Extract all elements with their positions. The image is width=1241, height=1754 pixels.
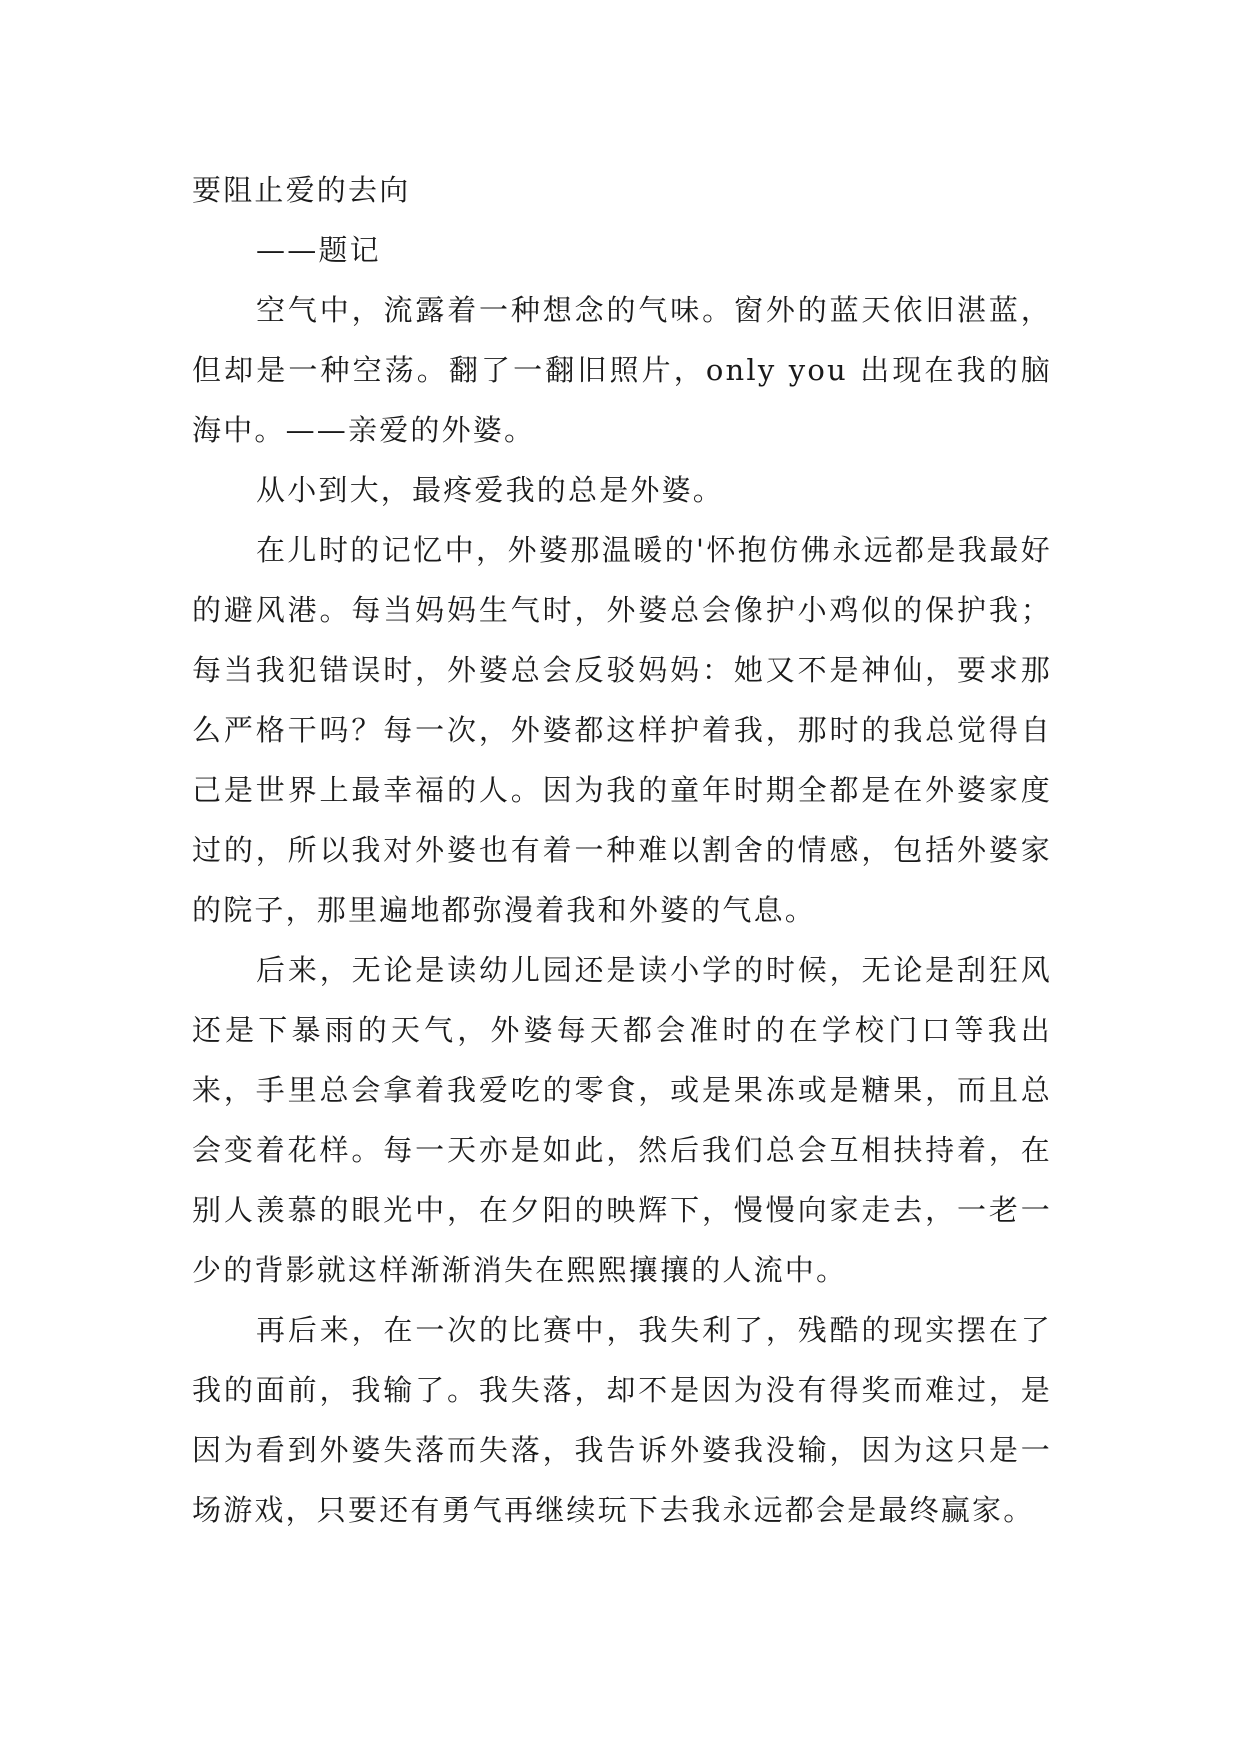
- paragraph-1: 空气中，流露着一种想念的气味。窗外的蓝天依旧湛蓝，但却是一种空荡。翻了一翻旧照片，only you 出现在我的脑海中。——亲爱的外婆。: [192, 293, 1052, 447]
- epigraph-attribution: ——题记: [256, 233, 381, 267]
- paragraph-3: 在儿时的记忆中，外婆那温暖的'怀抱仿佛永远都是我最好的避风港。每当妈妈生气时，外婆总会像护小鸡似的保护我；每当我犯错误时，外婆总会反驳妈妈：她又不是神仙，要求那么严格干吗？每一次，外婆都这样护着我，那时的我总觉得自己是世界上最幸福的人。因为我的童年时期全都是在外婆家度过的，所以我对外婆也有着一种难以割舍的情感，包括外婆家的院子，那里遍地都弥漫着我和外婆的气息。: [192, 533, 1052, 927]
- epigraph-line: 要阻止爱的去向: [192, 173, 411, 207]
- document-body: [192, 160, 1052, 1540]
- paragraph-4: 后来，无论是读幼儿园还是读小学的时候，无论是刮狂风还是下暴雨的天气，外婆每天都会准时的在学校门口等我出来，手里总会拿着我爱吃的零食，或是果冻或是糖果，而且总会变着花样。每一天亦是如此，然后我们总会互相扶持着，在别人羡慕的眼光中，在夕阳的映辉下，慢慢向家走去，一老一少的背影就这样渐渐消失在熙熙攘攘的人流中。: [192, 953, 1052, 1287]
- paragraph-5: 再后来，在一次的比赛中，我失利了，残酷的现实摆在了我的面前，我输了。我失落，却不是因为没有得奖而难过，是因为看到外婆失落而失落，我告诉外婆我没输，因为这只是一场游戏，只要还有勇气再继续玩下去我永远都会是最终赢家。: [192, 1313, 1052, 1527]
- paragraph-2: 从小到大，最疼爱我的总是外婆。: [256, 473, 725, 507]
